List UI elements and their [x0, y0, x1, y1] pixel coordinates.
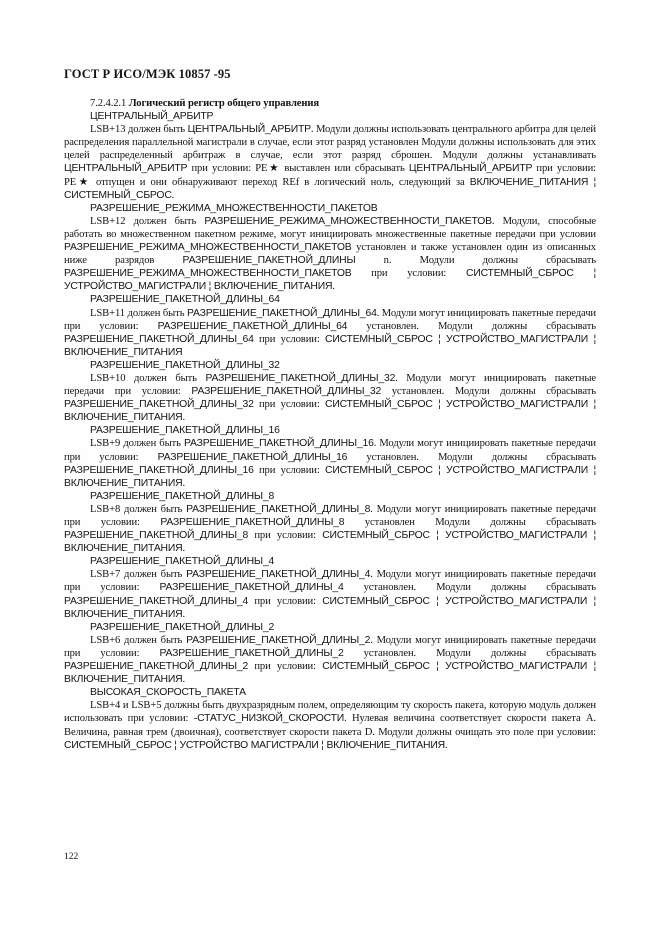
text-run: установлен. Модули должны сбрасывать: [347, 451, 597, 463]
signal-heading: [64, 621, 596, 634]
signal-name: СИСТЕМНЫЙ_СБРОС ¦ УСТРОЙСТВО_МАГИСТРАЛИ ¦ ВКЛЮЧЕНИЕ_ПИТАНИЯ: [64, 530, 596, 555]
body-paragraph: [64, 634, 596, 686]
signal-name: ВЫСОКАЯ_СКОРОСТЬ_ПАКЕТА: [90, 687, 246, 699]
signal-heading: [64, 359, 596, 372]
signal-name: РАЗРЕШЕНИЕ_РЕЖИМА_МНОЖЕСТВЕННОСТИ_ПАКЕТОВ: [64, 242, 352, 254]
text-run: LSB+7 должен быть: [90, 569, 187, 581]
signal-heading: [64, 424, 596, 437]
signal-name: СИСТЕМНЫЙ_СБРОС ¦ УСТРОЙСТВО_МАГИСТРАЛИ ¦ ВКЛЮЧЕНИЕ_ПИТАНИЯ: [64, 464, 596, 489]
body-paragraph: [64, 699, 596, 751]
body-paragraph: [64, 123, 596, 202]
text-run: . Модули могут инициировать пакетные передачи при условии:: [64, 307, 596, 332]
signal-name: РАЗРЕШЕНИЕ_ПАКЕТНОЙ_ДЛИНЫ_64: [90, 294, 280, 306]
signal-name: РАЗРЕШЕНИЕ_ПАКЕТНОЙ_ДЛИНЫ_32: [191, 386, 382, 398]
text-run: LSB+13 должен быть: [90, 124, 188, 136]
signal-name: ВКЛЮЧЕНИЕ_ПИТАНИЯ ¦ СИСТЕМНЫЙ_СБРОС: [64, 176, 596, 201]
text-run: при условии:: [253, 333, 326, 345]
signal-name: ЦЕНТРАЛЬНЫЙ_АРБИТР: [64, 163, 188, 175]
signal-name: СИСТЕМНЫЙ_СБРОС ¦ УСТРОЙСТВО_МАГИСТРАЛИ ¦ ВКЛЮЧЕНИЕ_ПИТАНИЯ: [64, 595, 596, 620]
signal-name: РАЗРЕШЕНИЕ_ПАКЕТНОЙ_ДЛИНЫ_64: [187, 307, 377, 319]
text-run: при условии:: [248, 595, 323, 607]
signal-name: РАЗРЕШЕНИЕ_ПАКЕТНОЙ_ДЛИНЫ_4: [64, 595, 249, 607]
signal-name: СТАТУС_НИЗКОЙ_СКОРОСТИ: [197, 713, 345, 725]
text-run: . Модули, способные работать во множественном пакетном режиме, могут инициировать множественные пакетные передачи при условии: [64, 215, 597, 240]
signal-name: ЦЕНТРАЛЬНЫЙ_АРБИТР: [408, 163, 533, 175]
signal-heading: [64, 686, 596, 699]
text-run: .: [182, 674, 185, 686]
signal-name: РАЗРЕШЕНИЕ_РЕЖИМА_МНОЖЕСТВЕННОСТИ_ПАКЕТОВ: [90, 202, 378, 214]
signal-name: РАЗРЕШЕНИЕ_ПАКЕТНОЙ_ДЛИНЫ_4: [90, 556, 275, 568]
signal-name: РАЗРЕШЕНИЕ_ПАКЕТНОЙ_ДЛИНЫ: [182, 255, 356, 267]
text-run: установлен Модули должны сбрасывать: [344, 517, 597, 528]
signal-name: РАЗРЕШЕНИЕ_ПАКЕТНОЙ_ДЛИНЫ_16: [184, 438, 374, 450]
signal-name: РАЗРЕШЕНИЕ_ПАКЕТНОЙ_ДЛИНЫ_16: [90, 425, 280, 437]
body-paragraph: [64, 307, 596, 359]
signal-name: РАЗРЕШЕНИЕ_ПАКЕТНОЙ_ДЛИНЫ_2: [90, 621, 275, 633]
text-run: установлен. Модули должны сбрасывать: [347, 320, 597, 332]
text-run: при условии:: [351, 268, 467, 280]
text-run: при условии: PE★ отпущен и они обнаруживают переход REf в логический ноль, следующий за: [64, 163, 596, 188]
signal-name: СИСТЕМНЫЙ_СБРОС ¦ УСТРОЙСТВО_МАГИСТРАЛИ ¦ ВКЛЮЧЕНИЕ_ПИТАНИЯ: [64, 399, 596, 424]
text-run: установлен. Модули должны сбрасывать: [343, 647, 597, 659]
text-run: .: [182, 543, 185, 555]
signal-name: СИСТЕМНЫЙ_СБРОС ¦ УСТРОЙСТВО МАГИСТРАЛИ ¦ ВКЛЮЧЕНИЕ_ПИТАНИЯ: [64, 739, 445, 751]
signal-heading: [64, 490, 596, 503]
signal-name: СИСТЕМНЫЙ_СБРОС ¦ УСТРОЙСТВО_МАГИСТРАЛИ ¦ ВКЛЮЧЕНИЕ_ПИТАНИЯ: [64, 661, 596, 686]
signal-name: РАЗРЕШЕНИЕ_РЕЖИМА_МНОЖЕСТВЕННОСТИ_ПАКЕТОВ: [204, 215, 492, 227]
text-run: .: [182, 412, 185, 424]
text-run: установлен и также установлен один из описанных ниже разрядов: [64, 242, 596, 267]
text-run: при условии:: [253, 399, 326, 411]
signal-name: ЦЕНТРАЛЬНЫЙ_АРБИТР: [90, 111, 214, 123]
signal-name: ЦЕНТРАЛЬНЫЙ_АРБИТР: [187, 124, 311, 136]
signal-name: СИСТЕМНЫЙ_СБРОС ¦ УСТРОЙСТВО_МАГИСТРАЛИ ¦ ВКЛЮЧЕНИЕ_ПИТАНИЯ: [64, 268, 596, 293]
signal-name: РАЗРЕШЕНИЕ_ПАКЕТНОЙ_ДЛИНЫ_2: [186, 634, 371, 646]
text-run: .: [182, 477, 185, 489]
signal-name: РАЗРЕШЕНИЕ_ПАКЕТНОЙ_ДЛИНЫ_16: [157, 451, 348, 463]
signal-name: СИСТЕМНЫЙ_СБРОС ¦ УСТРОЙСТВО_МАГИСТРАЛИ ¦ ВКЛЮЧЕНИЕ_ПИТАНИЯ: [64, 333, 596, 358]
signal-name: РАЗРЕШЕНИЕ_РЕЖИМА_МНОЖЕСТВЕННОСТИ_ПАКЕТОВ: [64, 268, 352, 280]
signal-heading: [64, 555, 596, 568]
text-run: . Модули могут инициировать пакетные передачи при условии:: [64, 438, 596, 463]
signal-heading: [64, 110, 596, 123]
text-run: .: [171, 189, 175, 201]
text-run: LSB+12 должен быть: [90, 215, 205, 227]
signal-name: РАЗРЕШЕНИЕ_ПАКЕТНОЙ_ДЛИНЫ_4: [186, 569, 371, 581]
text-run: . Модули могут инициировать пакетные передачи при условии:: [64, 569, 596, 594]
text-run: при условии:: [253, 464, 326, 476]
text-run: при условии: PE★ выставлен или сбрасывать: [187, 163, 409, 175]
section-number: 7.2.4.2.1: [90, 98, 127, 109]
text-run: при условии:: [248, 661, 323, 673]
text-run: . Модули должны использовать центрального арбитра для целей распределения параллельной магистрали в случае, если этот разряд установлен Модули должны использовать для этих целей распределенный арбитраж в случае, если этот разряд сброшен. Модули должны устанавливать: [64, 124, 596, 162]
text-run: .: [332, 281, 335, 293]
text-run: . Нулевая величина соответствует скорости пакета А. Величина, равная трем (двоичная), соответствует скорости пакета D. Модули должны очищать это поле при условии:: [64, 713, 596, 738]
document-body: [64, 97, 596, 752]
text-run: .: [182, 608, 185, 620]
text-run: установлен. Модули должны сбрасывать: [343, 582, 597, 594]
section-title: Логический регистр общего управления: [128, 98, 320, 109]
text-run: LSB+4 и LSB+5 должны быть двухразрядным полем, определяющим ту скорость пакета, которую модуль должен использовать при условии: -: [64, 700, 596, 725]
signal-heading: [64, 293, 596, 306]
signal-name: РАЗРЕШЕНИЕ_ПАКЕТНОЙ_ДЛИНЫ_64: [157, 320, 348, 332]
text-run: установлен. Модули должны сбрасывать: [381, 386, 596, 398]
signal-name: РАЗРЕШЕНИЕ_ПАКЕТНОЙ_ДЛИНЫ_64: [64, 333, 254, 345]
text-run: LSB+9 должен быть: [90, 438, 185, 450]
text-run: при условии:: [248, 530, 323, 542]
signal-name: РАЗРЕШЕНИЕ_ПАКЕТНОЙ_ДЛИНЫ_32: [64, 399, 254, 411]
body-paragraph: [64, 437, 596, 489]
signal-name: РАЗРЕШЕНИЕ_ПАКЕТНОЙ_ДЛИНЫ_2: [64, 661, 249, 673]
signal-name: РАЗРЕШЕНИЕ_ПАКЕТНОЙ_ДЛИНЫ_32: [205, 372, 396, 384]
body-paragraph: [64, 568, 596, 620]
text-run: .: [444, 739, 448, 751]
text-run: LSB+11 должен быть: [90, 307, 188, 319]
body-paragraph: [64, 503, 596, 555]
text-run: . Модули могут инициировать пакетные передачи при условии:: [64, 634, 596, 659]
text-run: . Модули могут инициировать пакетные передачи при условии:: [64, 372, 596, 398]
signal-heading: [64, 202, 596, 215]
text-run: LSB+8 должен быть: [90, 503, 187, 515]
signal-name: РАЗРЕШЕНИЕ_ПАКЕТНОЙ_ДЛИНЫ_8: [64, 530, 249, 542]
signal-name: РАЗРЕШЕНИЕ_ПАКЕТНОЙ_ДЛИНЫ_4: [159, 582, 344, 594]
text-run: n. Модули должны сбрасывать: [355, 255, 596, 267]
body-paragraph: [64, 372, 596, 424]
document-header: ГОСТ Р ИСО/МЭК 10857 -95: [64, 67, 231, 81]
text-run: LSB+10 должен быть: [90, 372, 206, 384]
signal-name: РАЗРЕШЕНИЕ_ПАКЕТНОЙ_ДЛИНЫ_8: [186, 503, 371, 515]
text-run: LSB+6 должен быть: [90, 634, 187, 646]
signal-name: РАЗРЕШЕНИЕ_ПАКЕТНОЙ_ДЛИНЫ_16: [64, 464, 254, 476]
body-paragraph: [64, 215, 596, 294]
text-run: . Модули могут инициировать пакетные передачи при условии:: [64, 503, 596, 528]
section-heading: [64, 97, 596, 110]
signal-name: РАЗРЕШЕНИЕ_ПАКЕТНОЙ_ДЛИНЫ_32: [90, 359, 280, 371]
signal-name: РАЗРЕШЕНИЕ_ПАКЕТНОЙ_ДЛИНЫ_8: [160, 517, 345, 528]
signal-name: РАЗРЕШЕНИЕ_ПАКЕТНОЙ_ДЛИНЫ_2: [159, 647, 344, 659]
page-number: 122: [64, 852, 79, 862]
signal-name: РАЗРЕШЕНИЕ_ПАКЕТНОЙ_ДЛИНЫ_8: [90, 490, 275, 502]
